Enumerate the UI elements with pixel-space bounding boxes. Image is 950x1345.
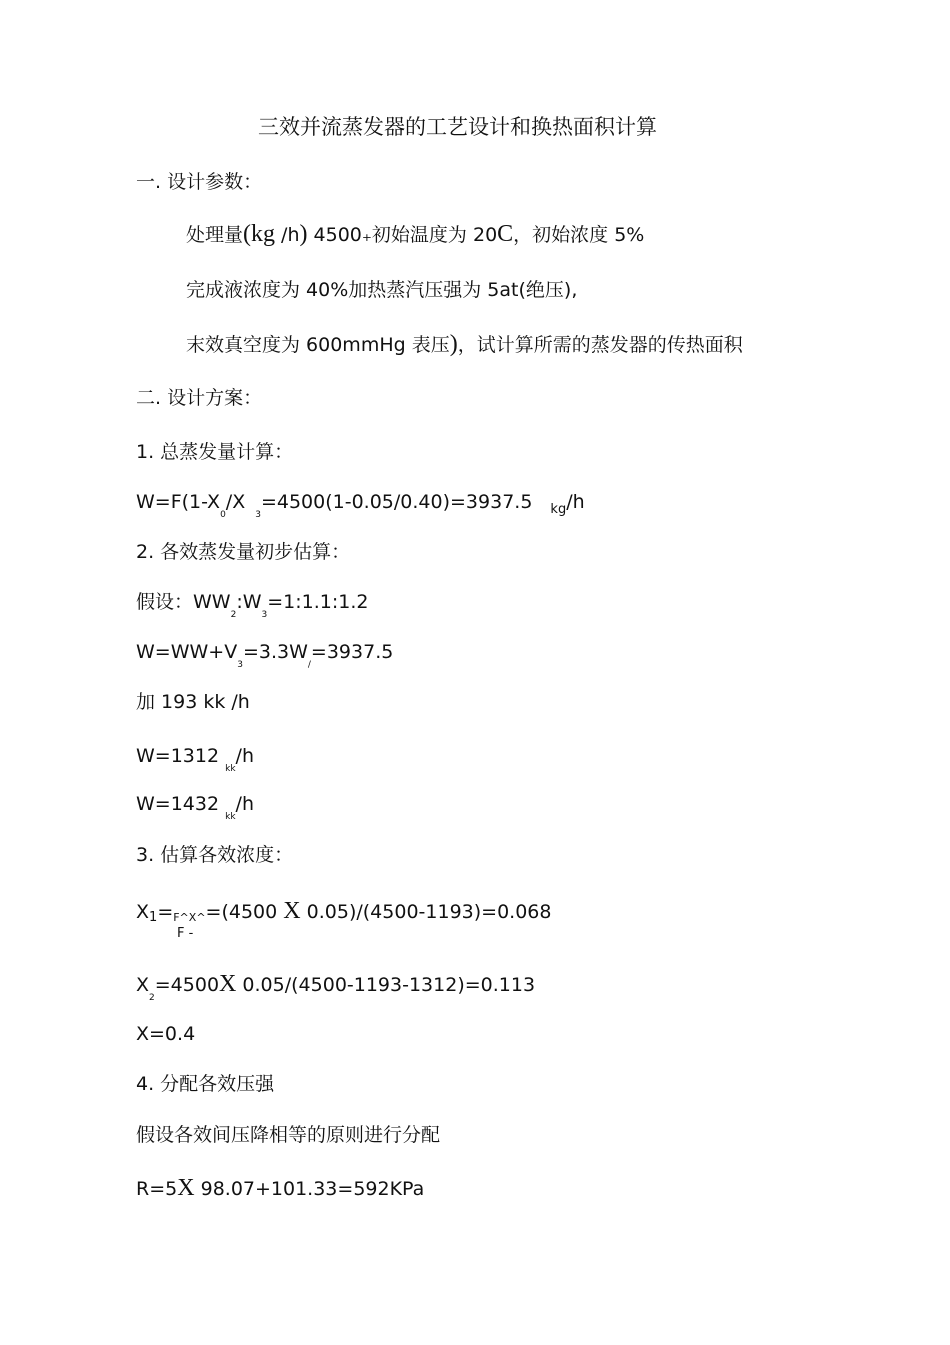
equation-w2: W=1312 $_{kk}$/h (136, 745, 254, 774)
equation-w3: W=1432 $_{kk}$/h (136, 793, 254, 822)
equation-assumed-ratio: 假设：$WW_2:W_3=1:1.1:1.2$ (136, 591, 369, 620)
paragraph-final-concentration: 完成液浓度为 40%加热蒸汽压强为 5at(绝压), (186, 279, 578, 301)
section-heading-design-scheme: 二. 设计方案： (136, 387, 263, 409)
equation-pressure: R=5X 98.07+101.33=592KPa (136, 1175, 425, 1201)
step-3-heading: 3. 估算各效浓度： (136, 844, 294, 866)
step-4-heading: 4. 分配各效压强 (136, 1073, 275, 1095)
section-heading-design-parameters: 一. 设计参数： (136, 171, 263, 193)
paragraph-throughput: 处理量(kg /h) 4500₊初始温度为 20C，初始浓度 5% (186, 221, 645, 247)
step-1-heading: 1. 总蒸发量计算： (136, 441, 294, 463)
equation-total-evaporation: $W=F(1-X_0/X_3=4500(1-0.05/0.40)=3937.5$ $_{kg}$/h (136, 491, 585, 520)
equation-x3: X=0.4 (136, 1023, 196, 1045)
equation-x1: X1=F^X^=(4500 X 0.05)/(4500-1193)=0.068 (136, 898, 552, 925)
paragraph-pressure-assumption: 假设各效间压降相等的原则进行分配 (136, 1124, 441, 1146)
paragraph-vacuum: 末效真空度为 600mmHg 表压)，试计算所需的蒸发器的传热面积 (186, 331, 743, 357)
document-title: 三效并流蒸发器的工艺设计和换热面积计算 (258, 115, 657, 139)
equation-w1: 加 193 kk /h (136, 691, 250, 713)
step-2-heading: 2. 各效蒸发量初步估算： (136, 541, 351, 563)
equation-sum: $W=WW+V_3=3.3W_/=3937.5$ (136, 641, 394, 670)
equation-x2: $X_2=4500X$ 0.05/(4500-1193-1312)=0.113 (136, 971, 536, 1003)
equation-x1-denominator: F - (177, 926, 194, 941)
